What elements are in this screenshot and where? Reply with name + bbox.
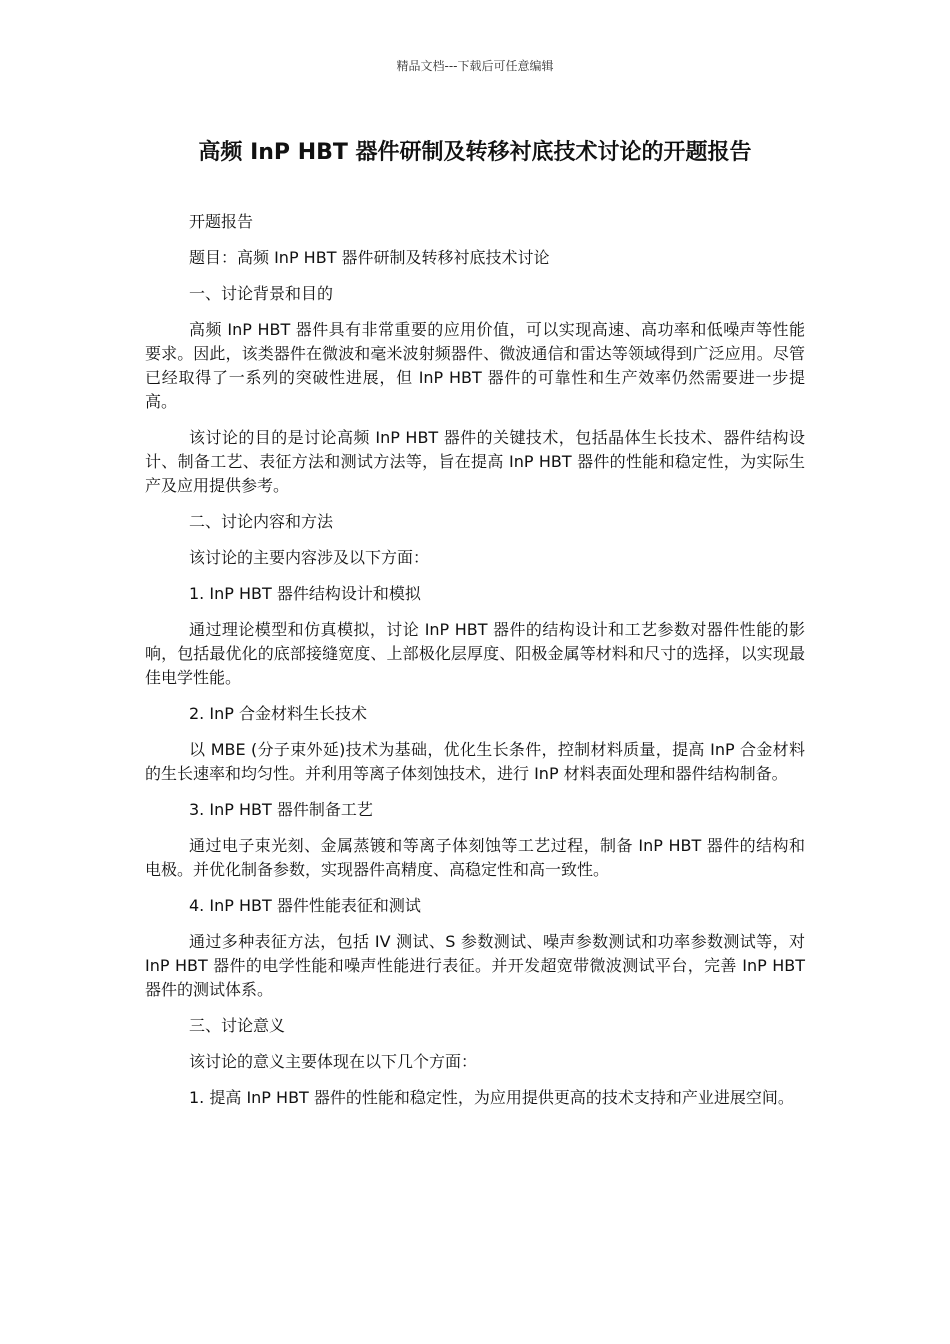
- section-heading-background: 一、讨论背景和目的: [189, 284, 334, 303]
- paragraph-significance-1: 1. 提高 InP HBT 器件的性能和稳定性，为应用提供更高的技术支持和产业进展空间。: [189, 1088, 794, 1107]
- subheading-material-growth: 2. InP 合金材料生长技术: [189, 704, 367, 723]
- subheading-characterization: 4. InP HBT 器件性能表征和测试: [189, 896, 421, 915]
- document-title: 高频 InP HBT 器件研制及转移衬底技术讨论的开题报告: [198, 140, 752, 165]
- paragraph-characterization: 通过多种表征方法，包括 IV 测试、S 参数测试、噪声参数测试和功率参数测试等，对 InP HBT 器件的电学性能和噪声性能进行表征。并开发超宽带微波测试平台，完善 InP HBT 器件的测试体系。: [145, 932, 805, 999]
- paragraph-content-intro: 该讨论的主要内容涉及以下方面：: [189, 548, 430, 567]
- paragraph-purpose: 该讨论的目的是讨论高频 InP HBT 器件的关键技术，包括晶体生长技术、器件结构设计、制备工艺、表征方法和测试方法等，旨在提高 InP HBT 器件的性能和稳定性，为实际生产及应用提供参考。: [145, 428, 805, 495]
- section-heading-content: 二、讨论内容和方法: [189, 512, 334, 531]
- paragraph-label: 开题报告: [189, 212, 254, 231]
- paragraph-fabrication: 通过电子束光刻、金属蒸镀和等离子体刻蚀等工艺过程，制备 InP HBT 器件的结构和电极。并优化制备参数，实现器件高精度、高稳定性和高一致性。: [145, 836, 805, 879]
- paragraph-structure-design: 通过理论模型和仿真模拟，讨论 InP HBT 器件的结构设计和工艺参数对器件性能的影响，包括最优化的底部接缝宽度、上部极化层厚度、阳极金属等材料和尺寸的选择，以实现最佳电学性能。: [145, 620, 805, 687]
- section-heading-significance: 三、讨论意义: [189, 1016, 286, 1035]
- header-note: 精品文档---下载后可任意编辑: [396, 59, 554, 73]
- subheading-structure-design: 1. InP HBT 器件结构设计和模拟: [189, 584, 421, 603]
- document-body: [145, 210, 805, 1122]
- paragraph-material-growth: 以 MBE (分子束外延)技术为基础，优化生长条件，控制材料质量，提高 InP 合金材料的生长速率和均匀性。并利用等离子体刻蚀技术，进行 InP 材料表面处理和器件结构制备。: [145, 740, 805, 783]
- subheading-fabrication: 3. InP HBT 器件制备工艺: [189, 800, 373, 819]
- paragraph-significance-intro: 该讨论的意义主要体现在以下几个方面：: [189, 1052, 478, 1071]
- paragraph-topic: 题目：高频 InP HBT 器件研制及转移衬底技术讨论: [189, 248, 550, 267]
- paragraph-background: 高频 InP HBT 器件具有非常重要的应用价值，可以实现高速、高功率和低噪声等性能要求。因此，该类器件在微波和毫米波射频器件、微波通信和雷达等领域得到广泛应用。尽管已经取得了一系列的突破性进展，但 InP HBT 器件的可靠性和生产效率仍然需要进一步提高。: [145, 320, 805, 411]
